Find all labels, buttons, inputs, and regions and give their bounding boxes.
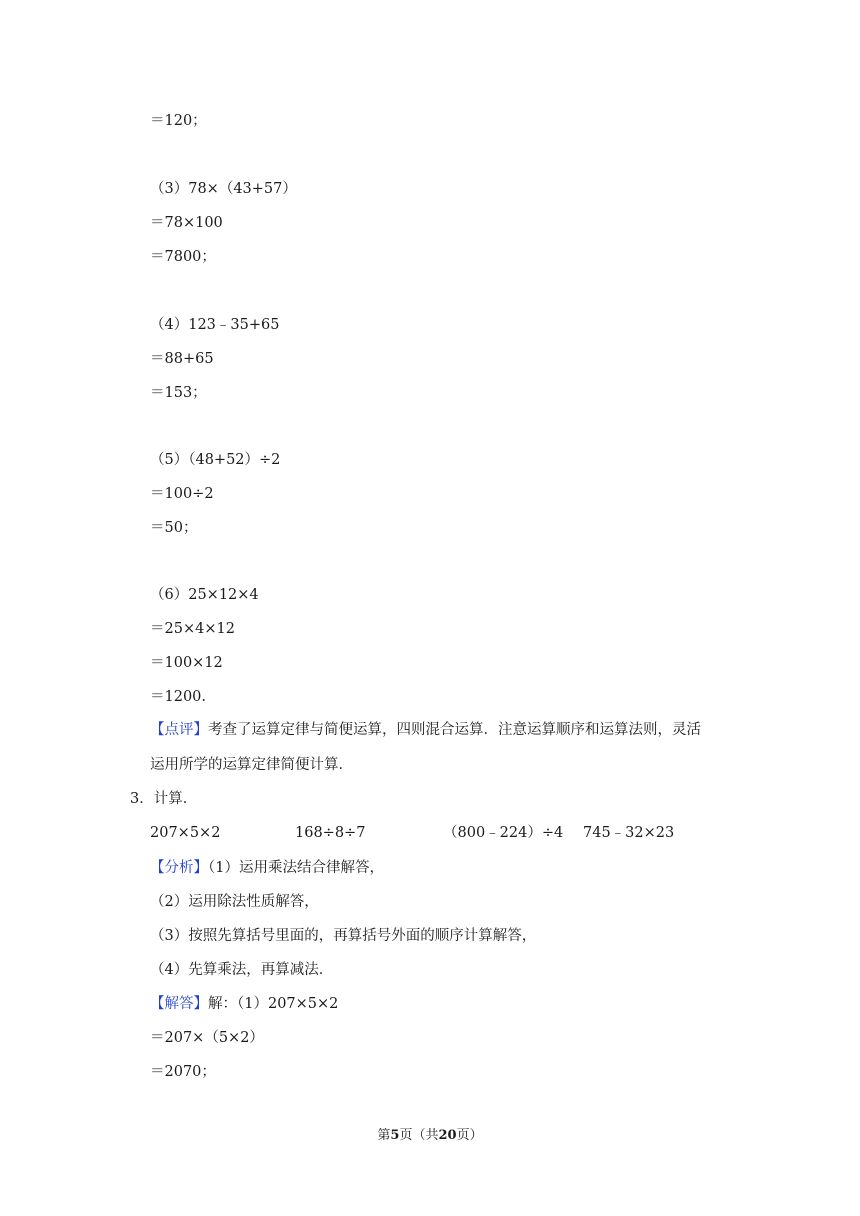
question-item: 168÷8÷7	[295, 825, 366, 841]
comment-text: 考查了运算定律与简便运算，四则混合运算．注意运算顺序和运算法则，灵活	[208, 722, 701, 738]
line-step-5b: ＝50；	[150, 520, 198, 536]
line-step-5a: ＝100÷2	[150, 486, 214, 502]
question-item: （800﹣224）÷4	[443, 825, 564, 841]
line-step-6b: ＝100×12	[150, 655, 223, 671]
line-step-3a: ＝78×100	[150, 215, 223, 231]
question-item: 207×5×2	[150, 825, 221, 841]
answer-intro: 解：（1）207×5×2	[208, 996, 339, 1012]
line-step-3b: ＝7800；	[150, 249, 216, 265]
line-result-120: ＝120；	[150, 113, 207, 129]
comment-line-2: 运用所学的运算定律简便计算．	[150, 757, 353, 773]
analysis-step: （1）运用乘法结合律解答，	[208, 860, 384, 876]
question-item: 745﹣32×23	[583, 825, 675, 841]
line-step-4b: ＝153；	[150, 385, 207, 401]
answer-tag: 【解答】	[150, 996, 208, 1012]
answer-line-1	[150, 994, 338, 1014]
line-problem-4: （4）123﹣35+65	[150, 317, 280, 333]
question-heading	[130, 789, 197, 809]
answer-step: ＝2070；	[150, 1064, 216, 1080]
line-step-4a: ＝88+65	[150, 351, 214, 367]
analysis-line-1	[150, 858, 384, 878]
footer-page-number: 5	[390, 1128, 400, 1143]
line-step-6a: ＝25×4×12	[150, 621, 235, 637]
analysis-step: （4）先算乘法，再算减法．	[150, 962, 334, 978]
line-problem-6: （6）25×12×4	[150, 587, 259, 603]
question-title: 计算．	[153, 791, 198, 807]
line-step-6c: ＝1200.	[150, 689, 207, 705]
line-problem-3: （3）78×（43+57）	[150, 181, 297, 197]
analysis-step: （3）按照先算括号里面的，再算括号外面的顺序计算解答，	[150, 928, 537, 944]
question-number: 3．	[130, 791, 154, 807]
footer-suffix: 页）	[456, 1128, 483, 1143]
footer-prefix: 第	[377, 1128, 391, 1143]
footer-mid: 页（共	[399, 1128, 439, 1143]
footer-total-pages: 20	[438, 1128, 457, 1143]
line-problem-5: （5）（48+52）÷2	[150, 452, 281, 468]
comment-line-1	[150, 720, 701, 740]
comment-tag: 【点评】	[150, 722, 208, 738]
analysis-step: （2）运用除法性质解答，	[150, 894, 319, 910]
page-footer	[0, 1126, 860, 1146]
answer-step: ＝207×（5×2）	[150, 1030, 264, 1046]
analysis-tag: 【分析】	[150, 860, 208, 876]
